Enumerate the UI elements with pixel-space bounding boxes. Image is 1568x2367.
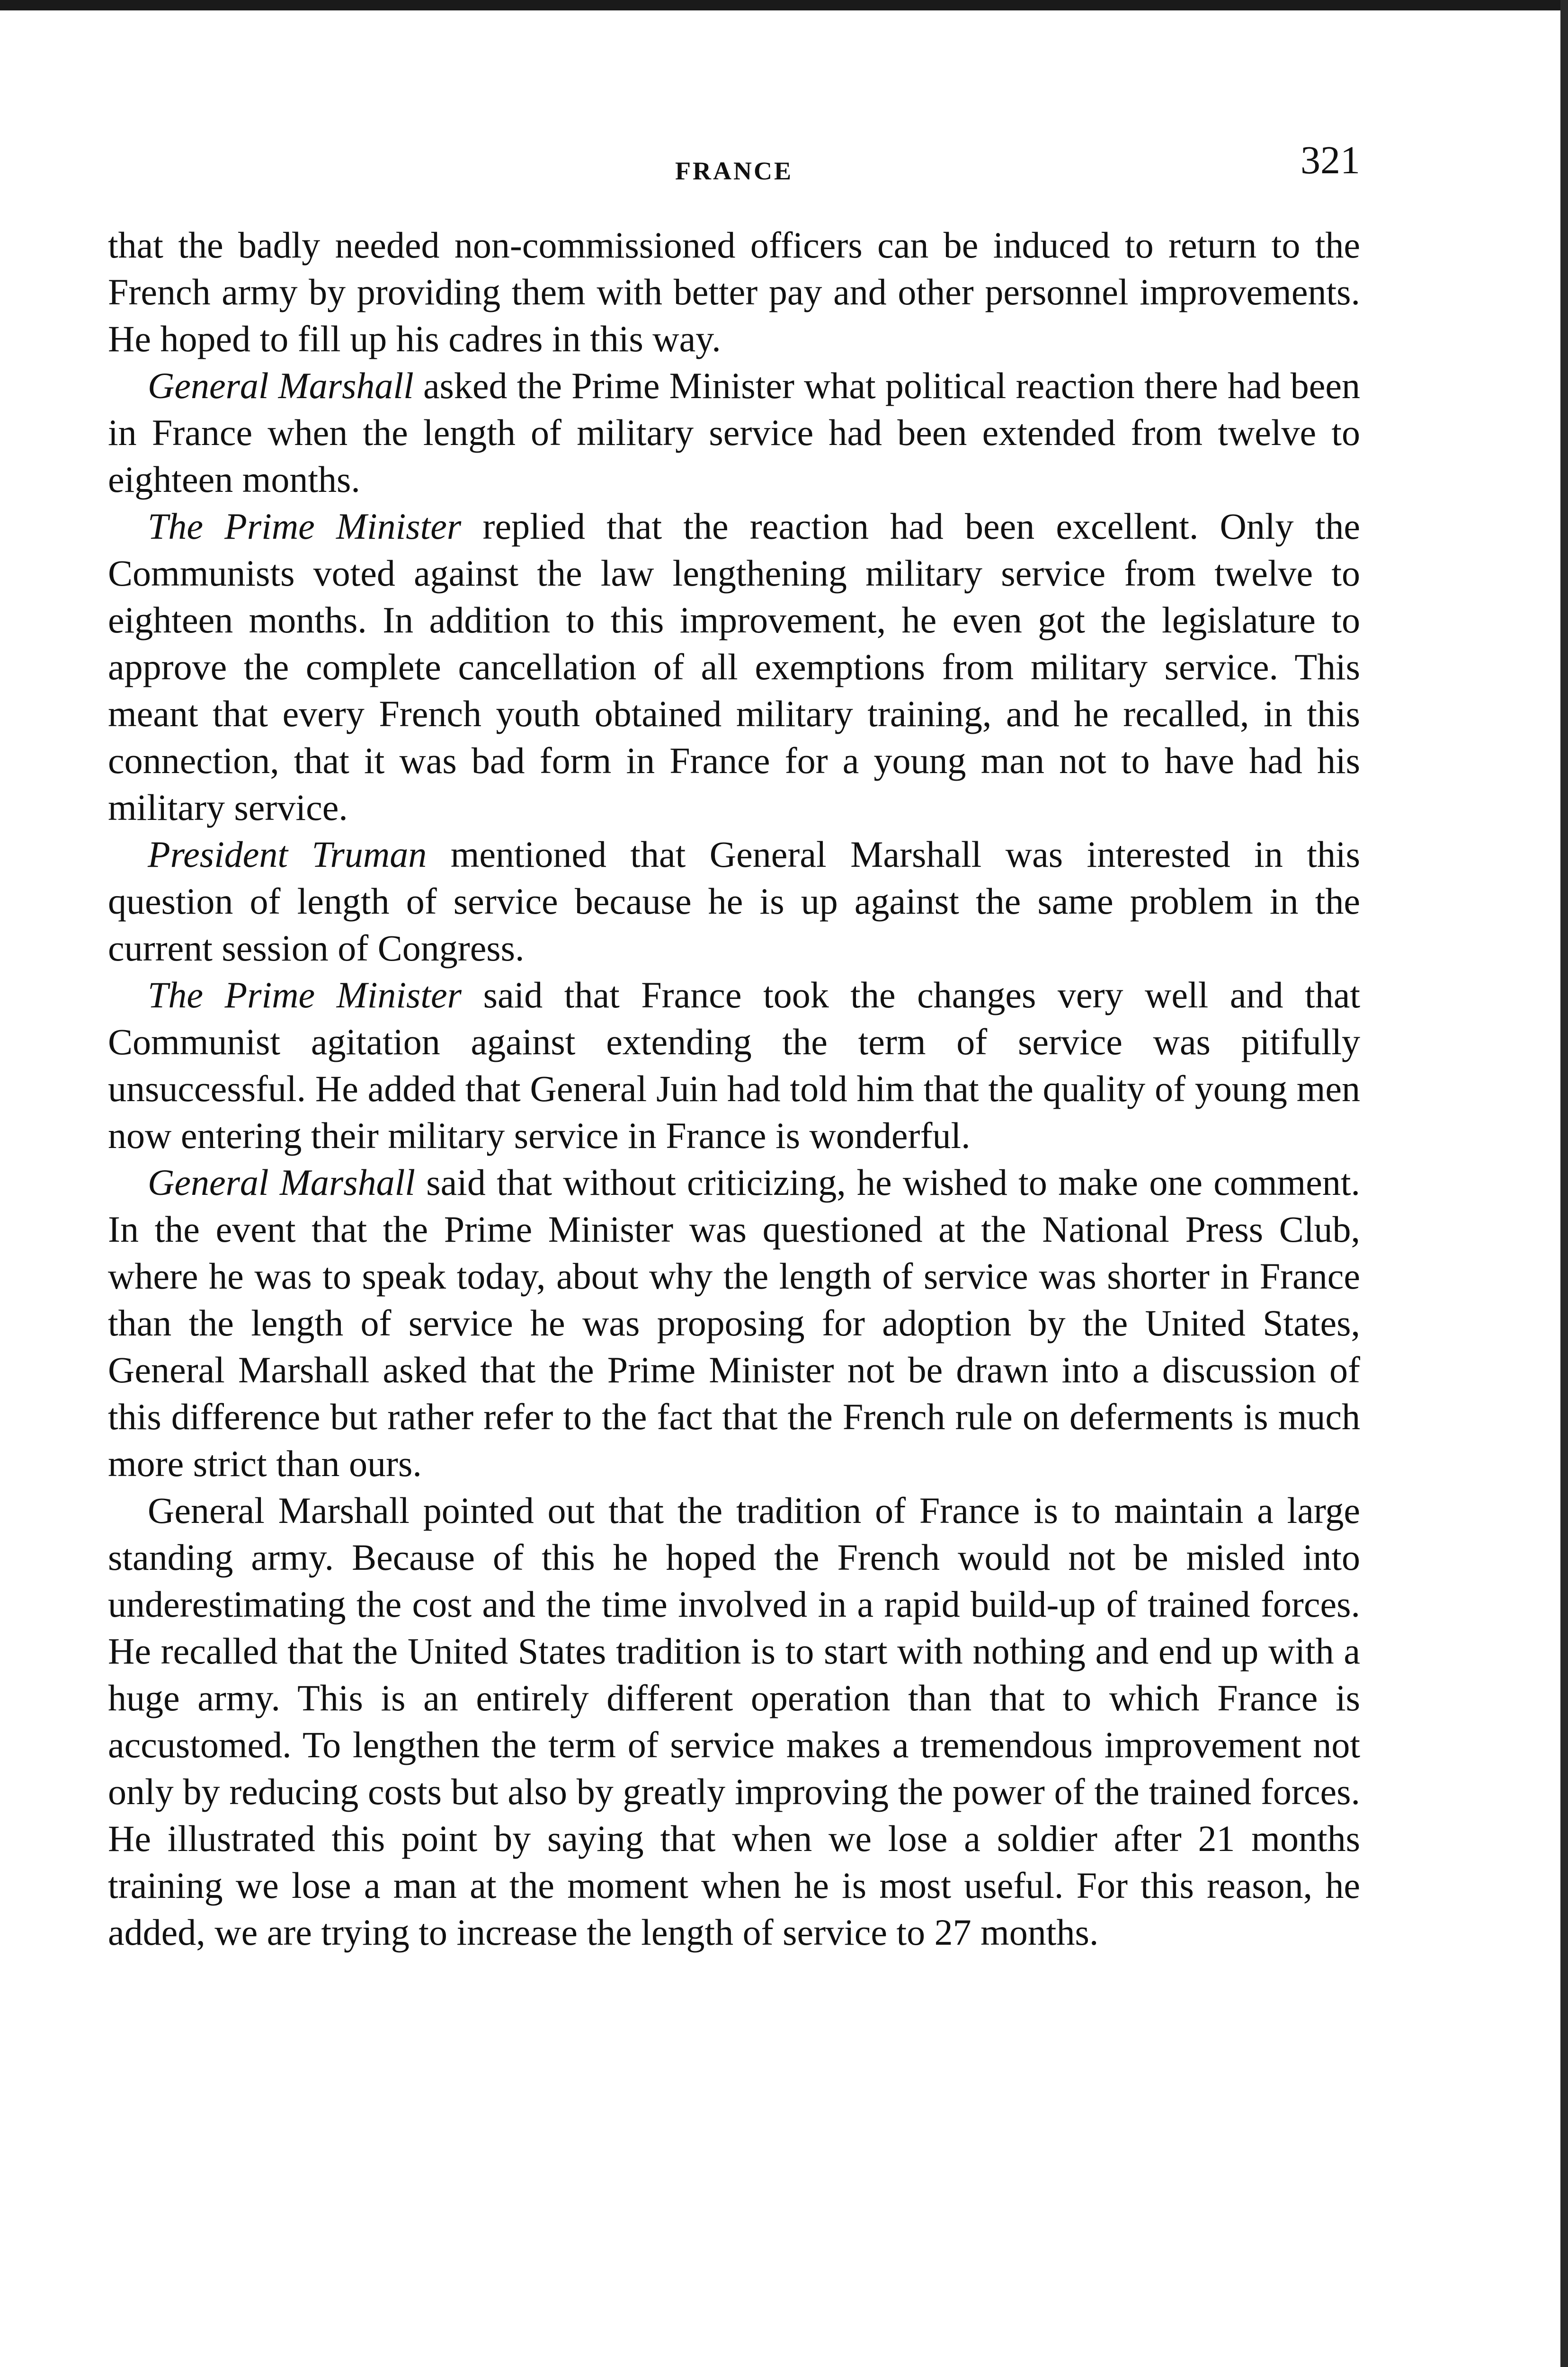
paragraph-text: said that without criticizing, he wished to make one comment. In the event that the Prime Minister was questioned at the National Press Club, where he was to speak today, about why the length of service was shorter in France than the length of service he was proposing for adoption by the United States, General Marshall asked that the Prime Minister not be drawn into a discussion of this difference but rather refer to the fact that the French rule on deferments is much more strict than ours.	[108, 1162, 1360, 1484]
scan-right-edge	[1560, 0, 1568, 2367]
speaker-name: General Marshall	[148, 365, 414, 406]
paragraph-4	[108, 831, 1360, 971]
paragraph-2	[108, 362, 1360, 503]
running-head: FRANCE	[675, 157, 793, 185]
paragraph-7	[108, 1487, 1360, 1956]
paragraph-1	[108, 222, 1360, 362]
paragraph-text: asked the Prime Minister what political reaction there had been in France when the length of military service had been extended from twelve to eighteen months.	[108, 365, 1360, 500]
speaker-name: The Prime Minister	[148, 974, 462, 1015]
page-header	[108, 137, 1360, 194]
paragraph-text: that the badly needed non-commissioned officers can be induced to return to the French army by providing them with better pay and other personnel improvements. He hoped to fill up his cadres in this way.	[108, 224, 1360, 359]
speaker-name: The Prime Minister	[148, 506, 462, 547]
speaker-name: General Marshall	[148, 1162, 415, 1203]
speaker-name: President Truman	[148, 834, 427, 875]
paragraph-text: General Marshall pointed out that the tradition of France is to maintain a large standing army. Because of this he hoped the French would not be misled into underestimating the cost and the time involved in a rapid build-up of trained forces. He recalled that the United States tradition is to start with nothing and end up with a huge army. This is an entirely different operation than that to which France is accustomed. To lengthen the term of service makes a tremendous improvement not only by reducing costs but also by greatly improving the power of the trained forces. He illustrated this point by saying that when we lose a soldier after 21 months training we lose a man at the moment when he is most useful. For this reason, he added, we are trying to increase the length of service to 27 months.	[108, 1490, 1360, 1953]
paragraph-5	[108, 971, 1360, 1159]
paragraph-text: mentioned that General Marshall was interested in this question of length of service because he is up against the same problem in the current session of Congress.	[108, 834, 1360, 969]
body-text	[108, 222, 1360, 1956]
paragraph-text: said that France took the changes very well and that Communist agitation against extending the term of service was pitifully unsuccessful. He added that General Juin had told him that the quality of young men now entering their military service in France is wonderful.	[108, 974, 1361, 1156]
scan-top-edge	[0, 0, 1568, 10]
page-number: 321	[1301, 138, 1360, 182]
paragraph-6	[108, 1159, 1360, 1487]
paragraph-text: replied that the reaction had been excellent. Only the Communists voted against the law lengthening military service from twelve to eighteen months. In addition to this improvement, he even got the legislature to approve the complete cancellation of all exemptions from military service. This meant that every French youth obtained military training, and he recalled, in this connection, that it was bad form in France for a young man not to have had his military service.	[108, 506, 1361, 828]
paragraph-3	[108, 503, 1360, 831]
